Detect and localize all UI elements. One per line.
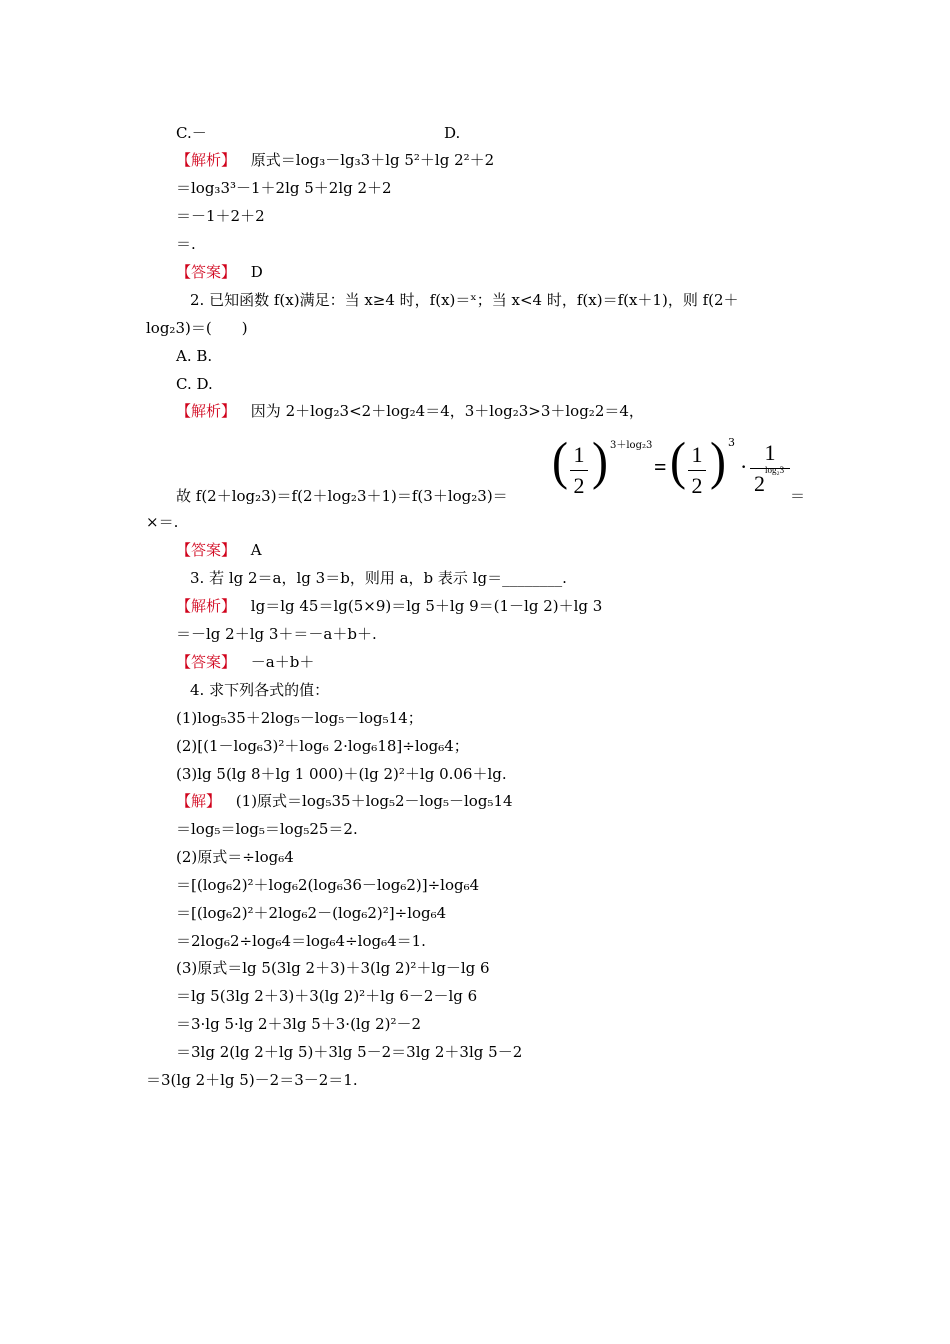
answer-tag: 【答案】 [176,263,237,281]
q1-analysis-line4: ＝. [176,235,196,253]
base-two: 2 [754,471,765,496]
half-denominator-2: 2 [691,473,703,498]
q1-analysis-line1: 原式＝log₃－lg₃3＋lg 5²＋lg 2²＋2 [250,151,495,169]
answer-tag: 【答案】 [176,541,237,559]
half-numerator-2: 1 [691,442,703,467]
exponent-2: 3 [728,436,735,449]
equals-sign: = [654,454,667,479]
left-paren: ( [552,432,568,491]
q4-stem: 4. 求下列各式的值： [190,681,330,699]
q2-answer-value: A [250,541,262,559]
q4-solution-line9: ＝3·lg 5·lg 2＋3lg 5＋3·(lg 2)²－2 [176,1015,422,1033]
q3-analysis-line2: ＝－lg 2＋lg 3＋＝－a＋b＋. [176,625,377,643]
q2-analysis [176,401,644,421]
q2-options-cd: C. D. [176,375,213,393]
dot-operator: · [740,454,748,479]
q2-stem-line2: log₂3)＝( ) [146,319,248,337]
q2-analysis-line1: 因为 2＋log₂3<2＋log₂4＝4，3＋log₂3>3＋log₂2＝4， [250,402,644,420]
reciprocal-denominator [750,465,790,497]
q2-formula-tail-eq: ＝ [790,487,806,505]
half-fraction [570,442,588,499]
q1-analysis [176,150,494,170]
right-paren: ) [592,432,608,491]
reciprocal-numerator: 1 [764,440,776,465]
q4-solution-line11: ＝3(lg 2＋lg 5)－2＝3－2＝1. [146,1071,358,1089]
q4-solution-line1: (1)原式＝log₅35＋log₅2－log₅－log₅14 [235,792,513,810]
q1-answer-value: D [250,263,263,281]
left-paren-2: ( [670,432,686,491]
analysis-tag: 【解析】 [176,597,237,615]
q4-solution-line4: ＝[(log₆2)²＋log₆2(log₆36－log₆2)]÷log₆4 [176,876,480,894]
q3-analysis-line1: lg＝lg 45＝lg(5×9)＝lg 5＋lg 9＝(1－lg 2)＋lg 3 [250,597,603,615]
q4-solution-line8: ＝lg 5(3lg 2＋3)＋3(lg 2)²＋lg 6－2－lg 6 [176,987,478,1005]
q4-solution-line5: ＝[(log₆2)²＋2log₆2－(log₆2)²]÷log₆4 [176,904,447,922]
right-paren-2: ) [710,432,726,491]
q2-analysis-line2: 故 f(2＋log₂3)＝f(2＋log₂3＋1)＝f(3＋log₂3)＝ [176,487,508,505]
analysis-tag: 【解析】 [176,151,237,169]
solution-tag: 【解】 [176,792,222,810]
q2-stem-line1: 2. 已知函数 f(x)满足：当 x≥4 时，f(x)＝ˣ；当 x<4 时，f(x)＝f(x＋1)，则 f(2＋ [190,291,739,309]
q3-stem: 3. 若 lg 2＝a，lg 3＝b，则用 a，b 表示 lg＝________. [190,569,567,587]
q4-part2: (2)[(1－log₆3)²＋log₆ 2·log₆18]÷log₆4； [176,737,469,755]
q4-solution-line2: ＝log₅＝log₅＝log₅25＝2. [176,820,358,838]
exponent-1: 3＋log₂3 [610,440,653,451]
reciprocal-fraction [750,440,790,497]
q4-part1: (1)log₅35＋2log₅－log₅－log₅14； [176,709,423,727]
denominator-exponent: log₂3 [765,465,785,475]
q2-options-ab: A. B. [176,347,213,365]
q1-analysis-line3: ＝－1＋2＋2 [176,207,265,225]
q1-answer [176,262,263,282]
analysis-tag: 【解析】 [176,402,237,420]
q2-formula [550,432,810,500]
q1-option-d: D. [444,124,461,142]
q4-solution-line10: ＝3lg 2(lg 2＋lg 5)＋3lg 5－2＝3lg 2＋3lg 5－2 [176,1043,523,1061]
answer-tag: 【答案】 [176,653,237,671]
q4-part3: (3)lg 5(lg 8＋lg 1 000)＋(lg 2)²＋lg 0.06＋lg. [176,765,507,783]
half-fraction-2 [688,442,706,499]
q2-answer [176,540,262,560]
q3-answer-value: －a＋b＋ [250,653,315,671]
q4-solution-line7: (3)原式＝lg 5(3lg 2＋3)＋3(lg 2)²＋lg－lg 6 [176,959,490,977]
q3-answer [176,652,314,672]
half-denominator: 2 [573,473,585,498]
q1-option-c: C.－ [176,124,207,142]
q4-solution-line3: (2)原式＝÷log₆4 [176,848,294,866]
q2-analysis-line3: ×＝. [146,513,179,531]
q3-analysis [176,596,602,616]
q4-solution-line6: ＝2log₆2÷log₆4＝log₆4÷log₆4＝1. [176,932,426,950]
q1-analysis-line2: ＝log₃3³－1＋2lg 5＋2lg 2＋2 [176,179,392,197]
q4-solution [176,791,513,811]
half-numerator: 1 [573,442,585,467]
